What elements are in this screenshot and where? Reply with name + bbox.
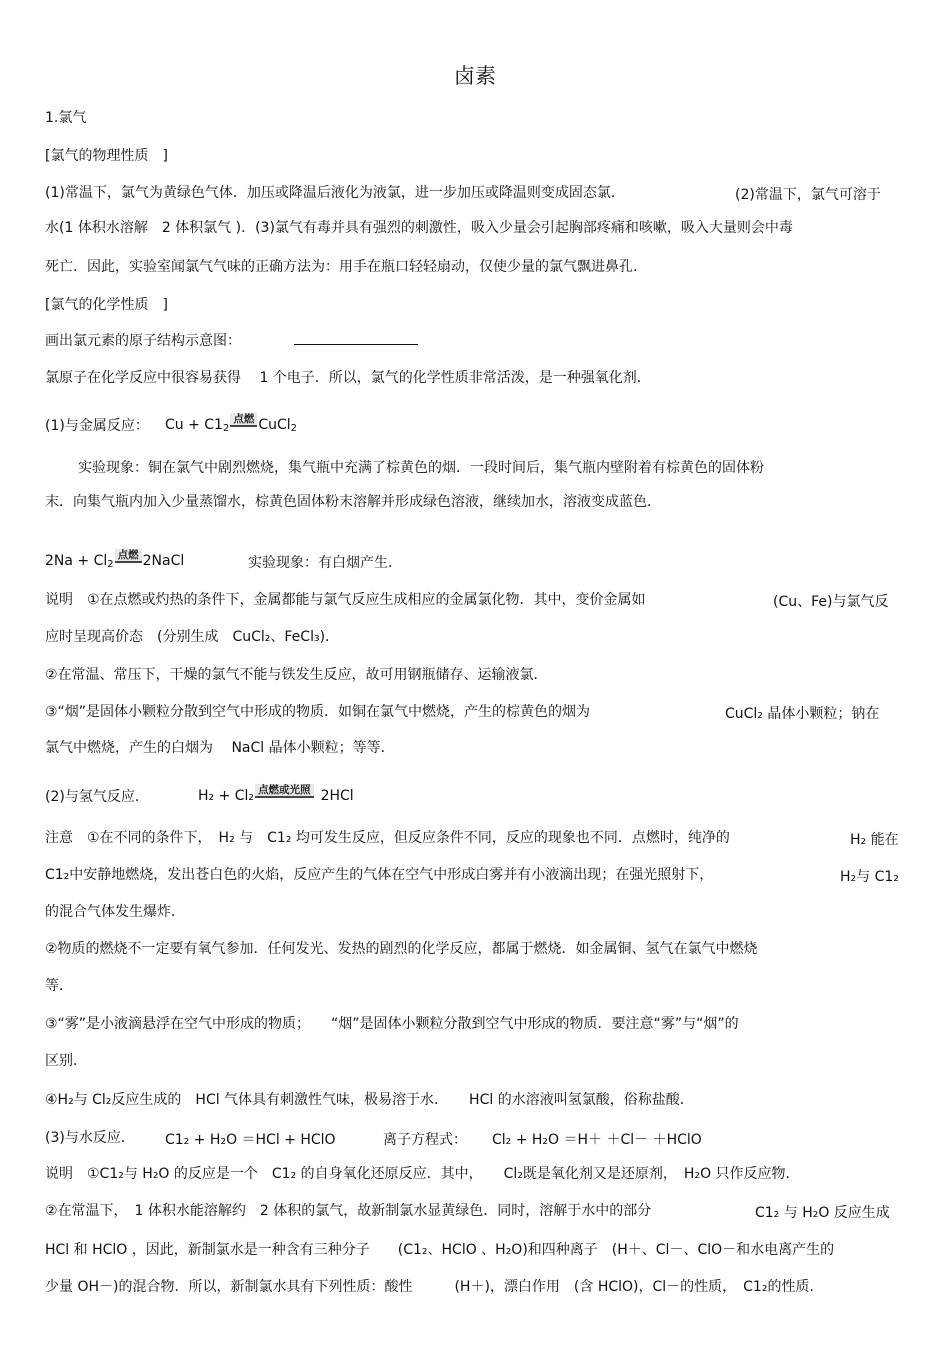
note1-line-b: (Cu、Fe)与氯气反 xyxy=(773,594,889,610)
h2-note1-line-b: H₂ 能在 xyxy=(850,832,899,848)
note2-line: ②在常温、常压下，干燥的氯气不能与铁发生反应，故可用钢瓶储存、运输液氯． xyxy=(45,667,548,683)
ionic-equation-label: 离子方程式： xyxy=(383,1132,467,1148)
water-note2-line-c: HCl 和 HClO ，因此，新制氯水是一种含有三种分子 (C1₂、HClO 、H₂O)和四种离子 (H＋、Cl－、ClO－和水电离产生的 xyxy=(45,1242,835,1258)
h2-note1-line-d: H₂与 C1₂ xyxy=(840,869,899,885)
physical-line-3: 死亡．因此，实验室闻氯气气味的正确方法为：用手在瓶口轻轻扇动，仅使少量的氯气飘进鼻孔． xyxy=(45,259,647,275)
note1-line-c: 应时呈现高价态 (分别生成 CuCl₂、FeCl₃)． xyxy=(45,629,340,645)
atomic-structure-prompt: 画出氯元素的原子结构示意图： xyxy=(45,333,241,349)
water-reaction-label: (3)与水反应． xyxy=(45,1130,135,1146)
water-note2-line-b: C1₂ 与 H₂O 反应生成 xyxy=(755,1205,890,1221)
h2-note4-line: ④H₂与 Cl₂反应生成的 HCl 气体具有刺激性气味，极易溶于水． HCl 的水溶液叫氢氯酸，俗称盐酸． xyxy=(45,1092,694,1108)
water-note1-line: 说明 ①C1₂与 H₂O 的反应是一个 C1₂ 的自身氧化还原反应．其中， Cl₂既是氧化剂又是还原剂， H₂O 只作反应物． xyxy=(45,1166,800,1182)
h2-note2-line-a: ②物质的燃烧不一定要有氧气参加．任何发光、发热的剧烈的化学反应，都属于燃烧．如金属铜、氢气在氯气中燃烧 xyxy=(45,941,758,957)
metal-equation: $Cu + C1_2$点燃 CuCl$_2$ xyxy=(165,413,298,434)
chemical-line-1 xyxy=(45,332,418,350)
reaction-condition-label: 点燃 xyxy=(230,413,257,427)
h2-note3-line-a: ③“雾”是小液滴悬浮在空气中形成的物质； “烟”是固体小颗粒分散到空气中形成的物质．要注意“雾”与“烟”的 xyxy=(45,1016,739,1032)
ionic-equation: Cl₂ + H₂O ＝H＋ ＋Cl－ ＋HClO xyxy=(492,1132,702,1148)
note3-line-b: CuCl₂ 晶体小颗粒；钠在 xyxy=(725,706,880,722)
metal-experiment-line-2: 末．向集气瓶内加入少量蒸馏水，棕黄色固体粉末溶解并形成绿色溶液，继续加水，溶液变成蓝色． xyxy=(45,494,661,510)
h2-note3-line-b: 区别． xyxy=(45,1053,87,1069)
hydrogen-equation: H₂ + Cl₂ 点燃或光照 2HCl xyxy=(198,784,354,804)
physical-properties-heading: [氯气的物理性质 ] xyxy=(45,148,168,164)
physical-line-1b: (2)常温下，氯气可溶于 xyxy=(735,187,881,203)
metal-reaction-label: (1)与金属反应： xyxy=(45,418,149,434)
hydrogen-reaction-label: (2)与氢气反应． xyxy=(45,789,149,805)
note3-line-a: ③“烟”是固体小颗粒分散到空气中形成的物质．如铜在氯气中燃烧，产生的棕黄色的烟为 xyxy=(45,704,591,720)
chemical-line-2: 氯原子在化学反应中很容易获得 1 个电子．所以，氯气的化学性质非常活泼，是一种强氧化剂． xyxy=(45,370,651,386)
chemical-properties-heading: [氯气的化学性质 ] xyxy=(45,297,168,313)
water-note2-line-d: 少量 OH－)的混合物．所以，新制氯水具有下列性质：酸性 (H＋)，漂白作用 (含 HClO)，Cl－的性质， C1₂的性质． xyxy=(45,1279,824,1295)
section-heading-chlorine: 1.氯气 xyxy=(45,110,87,126)
physical-line-1a: (1)常温下，氯气为黄绿色气体．加压或降温后液化为液氯，进一步加压或降温则变成固态氯． xyxy=(45,185,625,201)
reaction-condition-label: 点燃或光照 xyxy=(255,784,314,798)
metal-experiment-line-1: 实验现象：铜在氯气中剧烈燃烧，集气瓶中充满了棕黄色的烟．一段时间后，集气瓶内壁附着有棕黄色的固体粉 xyxy=(78,460,764,476)
water-equation: C1₂ + H₂O ＝HCl + HClO xyxy=(165,1132,336,1148)
physical-line-2: 水(1 体积水溶解 2 体积氯气 )．(3)氯气有毒并具有强烈的刺激性，吸入少量会引起胸部疼痛和咳嗽，吸入大量则会中毒 xyxy=(45,220,793,236)
reaction-condition-label: 点燃 xyxy=(115,549,142,563)
sodium-equation: $2Na + Cl_2$点燃 2NaCl xyxy=(45,549,185,570)
water-note2-line-a: ②在常温下， 1 体积水能溶解约 2 体积的氯气，故新制氯水显黄绿色．同时，溶解于水中的部分 xyxy=(45,1203,652,1219)
page-title: 卤素 xyxy=(454,64,496,88)
h2-note2-line-b: 等． xyxy=(45,978,73,994)
h2-note1-line-a: 注意 ①在不同的条件下， H₂ 与 C1₂ 均可发生反应，但反应条件不同，反应的现象也不同．点燃时，纯净的 xyxy=(45,830,730,846)
sodium-experiment: 实验现象：有白烟产生． xyxy=(248,555,402,571)
h2-note1-line-c: C1₂中安静地燃烧，发出苍白色的火焰，反应产生的气体在空气中形成白雾并有小液滴出现；在强光照射下， xyxy=(45,867,714,883)
h2-note1-line-e: 的混合气体发生爆炸． xyxy=(45,904,185,920)
note3-line-c: 氯气中燃烧，产生的白烟为 NaCl 晶体小颗粒；等等． xyxy=(45,740,395,756)
note1-line-a: 说明 ①在点燃或灼热的条件下，金属都能与氯气反应生成相应的金属氯化物．其中，变价金属如 xyxy=(45,592,646,608)
answer-blank[interactable] xyxy=(294,334,418,345)
